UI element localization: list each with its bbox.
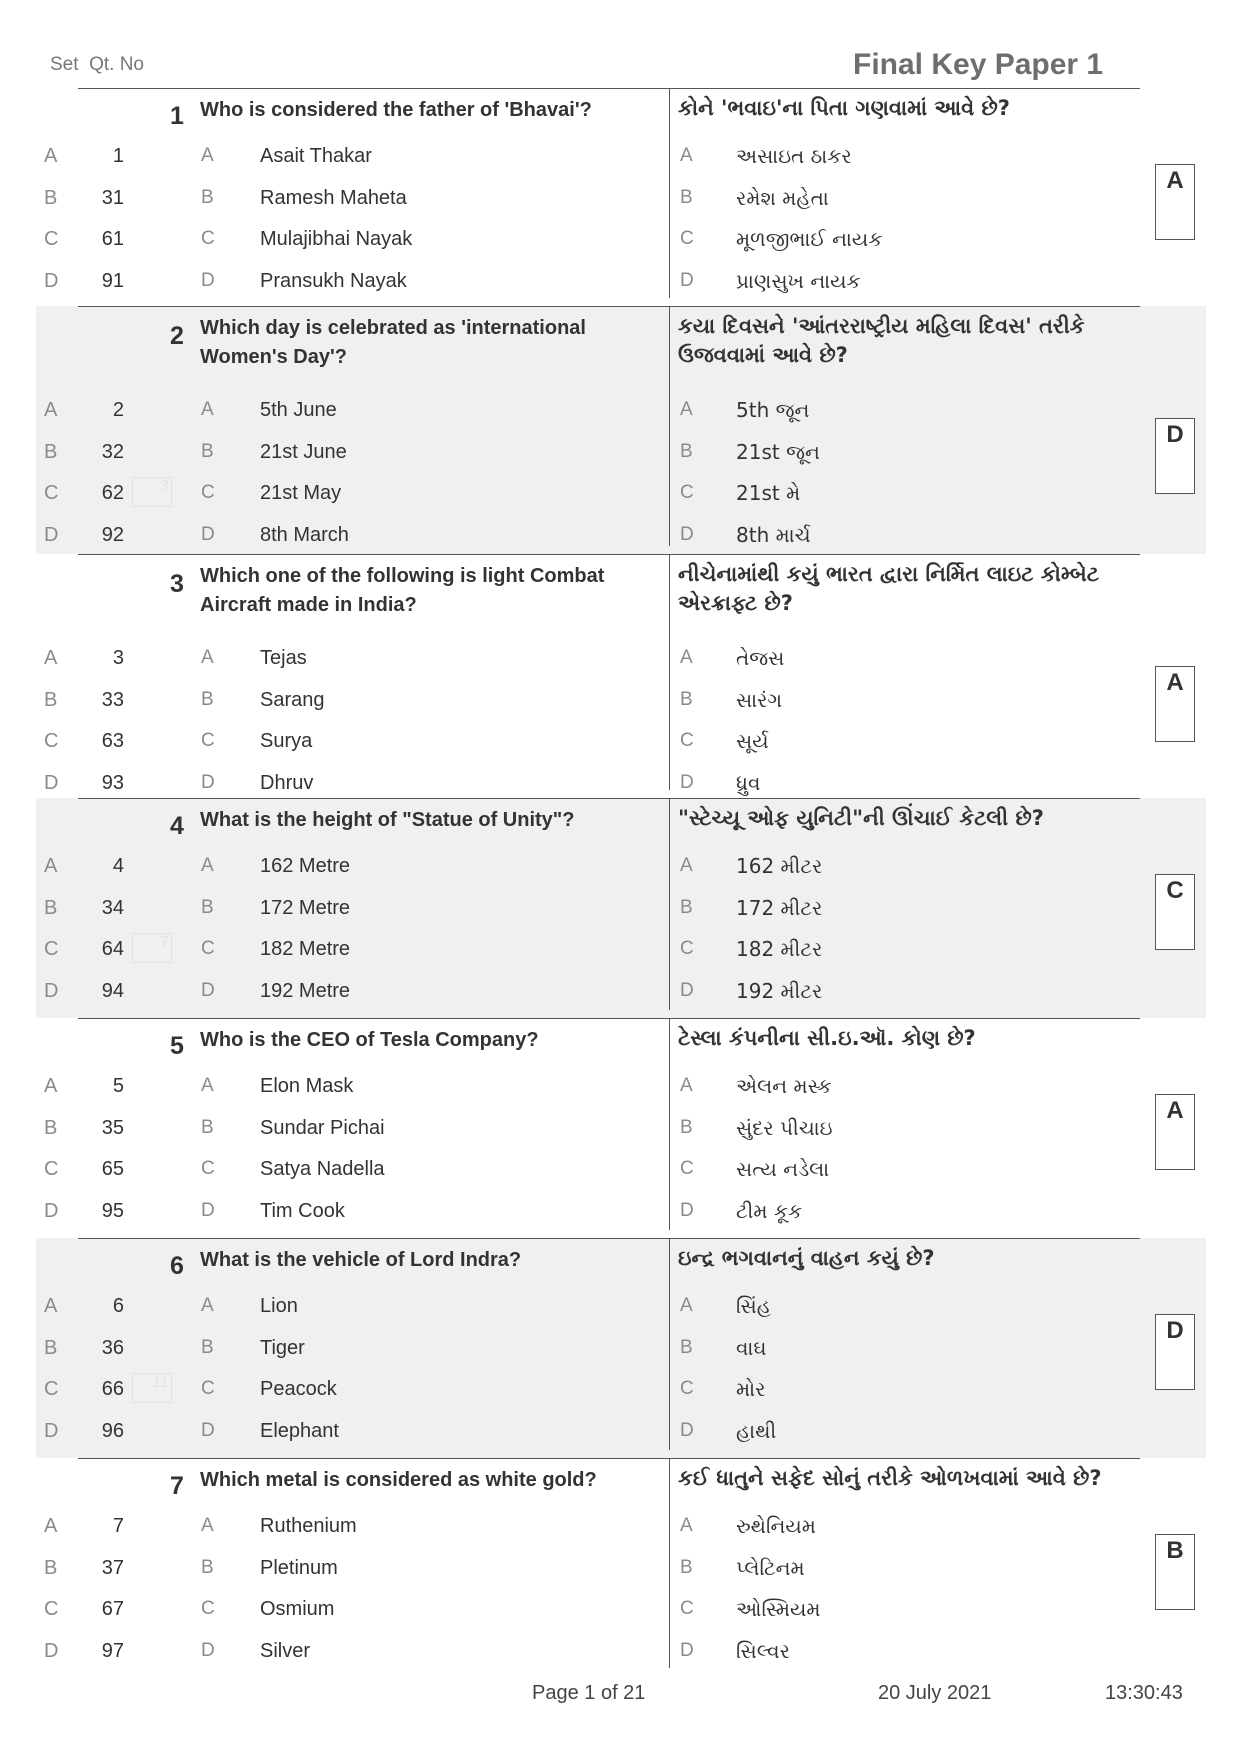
option-text-gujarati: 21st જૂન [736, 439, 820, 464]
option-text-gujarati: તેજસ [736, 646, 785, 670]
question-text-english: Who is the CEO of Tesla Company? [200, 1029, 539, 1051]
option-letter-gujarati: A [680, 647, 693, 668]
set-label: A [44, 1515, 58, 1537]
option-row [36, 763, 1206, 803]
option-text-english: Elephant [260, 1419, 339, 1442]
page-number: Page 1 of 21 [532, 1682, 646, 1704]
option-text-english: Ramesh Maheta [260, 186, 407, 209]
set-question-number: 94 [101, 979, 124, 1002]
option-row [36, 136, 1206, 176]
option-letter-english: B [201, 688, 214, 710]
option-letter-gujarati: D [680, 523, 694, 545]
question-rule [78, 1458, 1140, 1459]
option-row [36, 1149, 1206, 1189]
option-text-gujarati: રમેશ મહેતા [736, 185, 829, 210]
set-label: C [44, 1378, 59, 1400]
question-text-gujarati: ટેસ્લા કંપનીના સી.ઇ.ઑ. કોણ છે? [678, 1026, 976, 1050]
option-text-english: Lion [260, 1295, 298, 1317]
option-text-english: Ruthenium [260, 1515, 357, 1537]
option-letter-english: B [201, 896, 214, 918]
option-row [36, 888, 1206, 928]
option-text-gujarati: સારંગ [736, 687, 783, 712]
question-text-english: Who is considered the father of 'Bhavai'? [200, 99, 592, 121]
option-text-english: Tiger [260, 1336, 305, 1359]
set-column-label: Set [50, 54, 79, 75]
option-row [36, 261, 1206, 301]
option-text-gujarati: મોર [736, 1377, 766, 1401]
option-text-gujarati: 182 મીટર [736, 937, 823, 961]
question-text-english: Which one of the following is light Combat Aircraft made in India? [200, 565, 605, 616]
set-question-number: 91 [101, 269, 124, 292]
set-question-number: 67 [101, 1598, 124, 1620]
question-rule [78, 88, 1140, 89]
option-letter-gujarati: B [680, 1556, 693, 1578]
option-letter-english: D [201, 1639, 215, 1661]
question-text-gujarati: કોને 'ભવાઇ'ના પિતા ગણવામાં આવે છે? [678, 96, 1010, 120]
set-label: D [44, 1199, 59, 1222]
question-rule [78, 1238, 1140, 1239]
question-number: 2 [170, 322, 184, 350]
option-text-english: Sundar Pichai [260, 1116, 385, 1139]
option-letter-gujarati: B [680, 896, 693, 918]
option-letter-english: D [201, 771, 215, 793]
option-text-english: Surya [260, 730, 313, 752]
set-label: D [44, 1419, 59, 1442]
set-question-number: 5 [112, 1075, 124, 1097]
option-letter-english: B [201, 1556, 214, 1578]
set-label: D [44, 771, 59, 794]
option-letter-english: A [201, 647, 214, 668]
option-text-gujarati: પ્રાણસુખ નાયક [736, 268, 861, 293]
option-letter-gujarati: D [680, 1639, 694, 1661]
question-number: 6 [170, 1252, 184, 1280]
set-question-number: 61 [101, 228, 124, 250]
option-text-gujarati: ઓસ્મિયમ [736, 1597, 821, 1621]
question-block [36, 88, 1206, 306]
option-row [36, 515, 1206, 555]
option-letter-english: A [201, 399, 214, 420]
set-question-number: 62 [101, 482, 124, 504]
option-row [36, 929, 1206, 969]
option-row [36, 680, 1206, 720]
option-letter-english: B [201, 440, 214, 462]
set-question-number: 3 [112, 647, 124, 669]
option-letter-gujarati: C [680, 482, 694, 503]
set-question-number: 36 [101, 1336, 124, 1359]
question-number: 4 [170, 812, 184, 840]
set-label: D [44, 1639, 59, 1662]
set-label: C [44, 1598, 59, 1620]
option-text-english: Peacock [260, 1378, 337, 1400]
option-row [36, 1589, 1206, 1629]
set-question-number: 97 [101, 1639, 124, 1662]
option-letter-gujarati: B [680, 440, 693, 462]
option-letter-gujarati: A [680, 1295, 693, 1316]
option-text-gujarati: ધ્રુવ [736, 770, 761, 795]
column-header [50, 54, 144, 76]
option-text-gujarati: સત્ય નડેલા [736, 1157, 830, 1181]
set-question-number: 32 [101, 440, 124, 463]
option-letter-gujarati: B [680, 1116, 693, 1138]
set-question-number: 95 [101, 1199, 124, 1222]
option-letter-english: A [201, 1515, 214, 1536]
option-row [36, 1631, 1206, 1671]
option-letter-english: C [201, 730, 215, 751]
option-row [36, 1191, 1206, 1231]
set-label: C [44, 482, 59, 504]
option-letter-gujarati: D [680, 1199, 694, 1221]
option-text-gujarati: મૂળજીભાઈ નાયક [736, 227, 883, 251]
option-letter-english: C [201, 938, 215, 959]
answer-key-box: B [1155, 1534, 1195, 1610]
option-letter-english: C [201, 228, 215, 249]
question-text-gujarati: કયા દિવસને 'આંતરરાષ્ટ્રીય મહિલા દિવસ' તરીકે ઉજવવામાં આવે છે? [678, 314, 1085, 367]
answer-key-box: C [1155, 874, 1195, 950]
set-label: B [44, 1116, 58, 1139]
answer-key-box: D [1155, 1314, 1195, 1390]
option-text-english: 162 Metre [260, 855, 351, 877]
faint-question-marker: 7 [132, 933, 172, 963]
set-question-number: 2 [112, 399, 124, 421]
question-block [36, 1238, 1206, 1458]
question-block [36, 1458, 1206, 1676]
set-question-number: 64 [101, 938, 124, 960]
option-letter-gujarati: C [680, 1158, 694, 1179]
option-row [36, 219, 1206, 259]
set-question-number: 37 [101, 1556, 124, 1579]
option-row [36, 638, 1206, 678]
option-letter-gujarati: A [680, 855, 693, 876]
option-letter-gujarati: C [680, 1378, 694, 1399]
set-label: C [44, 730, 59, 752]
print-date: 20 July 2021 [878, 1682, 992, 1704]
set-question-number: 31 [101, 186, 124, 209]
option-letter-english: A [201, 1295, 214, 1316]
option-row [36, 178, 1206, 218]
question-block [36, 1018, 1206, 1238]
option-text-gujarati: 162 મીટર [736, 854, 823, 878]
question-number-column-label: Qt. No [89, 54, 144, 75]
set-label: D [44, 523, 59, 546]
faint-question-marker: 3 [132, 477, 172, 507]
option-letter-gujarati: A [680, 145, 693, 166]
set-label: A [44, 855, 58, 877]
page-title: Final Key Paper 1 [853, 48, 1104, 81]
set-question-number: 6 [112, 1295, 124, 1317]
option-letter-gujarati: B [680, 688, 693, 710]
option-text-gujarati: 8th માર્ચ [736, 522, 811, 547]
set-label: B [44, 440, 58, 463]
option-letter-gujarati: C [680, 730, 694, 751]
option-letter-gujarati: B [680, 1336, 693, 1358]
option-letter-gujarati: C [680, 1598, 694, 1619]
option-text-english: Dhruv [260, 771, 314, 794]
option-text-english: 172 Metre [260, 896, 351, 919]
set-label: A [44, 145, 58, 167]
question-rule [78, 554, 1140, 555]
option-row [36, 390, 1206, 430]
option-text-english: Pletinum [260, 1556, 338, 1579]
option-letter-english: D [201, 269, 215, 291]
option-letter-english: C [201, 1378, 215, 1399]
option-row [36, 721, 1206, 761]
option-text-english: Osmium [260, 1598, 335, 1620]
set-label: A [44, 1075, 58, 1097]
question-rule [78, 1018, 1140, 1019]
option-text-english: 192 Metre [260, 979, 351, 1002]
option-letter-english: D [201, 1199, 215, 1221]
set-question-number: 92 [101, 523, 124, 546]
faint-question-marker: 11 [132, 1373, 172, 1403]
option-text-english: Asait Thakar [260, 145, 372, 167]
print-time: 13:30:43 [1105, 1682, 1183, 1704]
option-letter-english: A [201, 1075, 214, 1096]
question-number: 5 [170, 1032, 184, 1060]
set-label: A [44, 399, 58, 421]
option-letter-english: C [201, 1158, 215, 1179]
answer-key-box: D [1155, 418, 1195, 494]
set-question-number: 63 [101, 730, 124, 752]
option-text-english: 21st May [260, 482, 342, 504]
option-row [36, 1369, 1206, 1409]
set-label: C [44, 1158, 59, 1180]
option-text-gujarati: સુંદર પીચાઇ [736, 1115, 833, 1140]
option-letter-gujarati: C [680, 938, 694, 959]
option-text-gujarati: ટીમ કૂક [736, 1198, 803, 1223]
option-row [36, 1328, 1206, 1368]
option-row [36, 971, 1206, 1011]
option-row [36, 1108, 1206, 1148]
option-text-english: Sarang [260, 688, 325, 711]
option-row [36, 432, 1206, 472]
question-block [36, 798, 1206, 1018]
option-letter-english: C [201, 482, 215, 503]
set-label: B [44, 186, 58, 209]
question-text-english: Which metal is considered as white gold? [200, 1469, 597, 1491]
answer-key-box: A [1155, 1094, 1195, 1170]
option-text-gujarati: 172 મીટર [736, 895, 823, 920]
set-question-number: 66 [101, 1378, 124, 1400]
question-text-gujarati: કઈ ધાતુને સફેદ સોનું તરીકે ઓળખવામાં આવે છે? [678, 1466, 1102, 1490]
option-text-gujarati: 192 મીટર [736, 978, 823, 1003]
option-letter-english: D [201, 1419, 215, 1441]
option-letter-english: D [201, 979, 215, 1001]
option-row [36, 1286, 1206, 1326]
set-label: A [44, 1295, 58, 1317]
set-question-number: 7 [112, 1515, 124, 1537]
option-letter-gujarati: D [680, 1419, 694, 1441]
option-text-english: Pransukh Nayak [260, 269, 407, 292]
question-number: 3 [170, 570, 184, 598]
option-letter-english: C [201, 1598, 215, 1619]
set-label: B [44, 896, 58, 919]
option-text-gujarati: સિંહ [736, 1294, 771, 1318]
set-label: A [44, 647, 58, 669]
option-text-english: 5th June [260, 399, 337, 421]
option-letter-english: D [201, 523, 215, 545]
question-text-english: Which day is celebrated as 'international Women's Day'? [200, 317, 586, 368]
question-block [36, 554, 1206, 798]
question-block [36, 306, 1206, 554]
option-text-english: 182 Metre [260, 938, 351, 960]
option-letter-gujarati: C [680, 228, 694, 249]
option-letter-gujarati: D [680, 771, 694, 793]
set-label: B [44, 1336, 58, 1359]
set-question-number: 4 [112, 855, 124, 877]
set-question-number: 34 [101, 896, 124, 919]
option-text-english: 8th March [260, 523, 349, 546]
question-rule [78, 306, 1140, 307]
option-text-gujarati: હાથી [736, 1418, 777, 1443]
question-text-gujarati: નીચેનામાંથી કયું ભારત દ્વારા નિર્મિત લાઇટ કોમ્બેટ એરક્રાફ્ટ છે? [678, 562, 1099, 615]
set-question-number: 93 [101, 771, 124, 794]
option-letter-english: B [201, 1336, 214, 1358]
option-text-gujarati: સૂર્ય [736, 729, 769, 753]
option-text-english: Tim Cook [260, 1199, 345, 1222]
option-letter-gujarati: A [680, 1075, 693, 1096]
option-letter-english: A [201, 145, 214, 166]
option-text-gujarati: પ્લેટિનમ [736, 1555, 805, 1580]
set-question-number: 33 [101, 688, 124, 711]
set-label: D [44, 979, 59, 1002]
option-text-gujarati: રુથેનિયમ [736, 1514, 816, 1538]
option-text-gujarati: 5th જૂન [736, 398, 810, 422]
question-text-gujarati: "સ્ટેચ્યૂ ઓફ યુનિટી"ની ઊંચાઈ કેટલી છે? [678, 806, 1044, 830]
set-question-number: 1 [112, 145, 124, 167]
question-text-english: What is the vehicle of Lord Indra? [200, 1249, 522, 1271]
option-text-english: 21st June [260, 440, 347, 463]
option-letter-gujarati: B [680, 186, 693, 208]
option-letter-english: B [201, 1116, 214, 1138]
set-label: B [44, 1556, 58, 1579]
question-number: 1 [170, 102, 184, 130]
set-label: C [44, 938, 59, 960]
question-text-english: What is the height of "Statue of Unity"? [200, 809, 575, 831]
answer-key-box: A [1155, 666, 1195, 742]
option-row [36, 1411, 1206, 1451]
set-question-number: 35 [101, 1116, 124, 1139]
option-text-english: Tejas [260, 647, 307, 669]
question-rule [78, 798, 1140, 799]
option-row [36, 846, 1206, 886]
option-text-english: Satya Nadella [260, 1158, 385, 1180]
answer-key-box: A [1155, 164, 1195, 240]
option-row [36, 1506, 1206, 1546]
option-text-gujarati: સિલ્વર [736, 1638, 790, 1663]
set-question-number: 96 [101, 1419, 124, 1442]
option-text-gujarati: એલન મસ્ક [736, 1074, 832, 1098]
option-letter-gujarati: A [680, 1515, 693, 1536]
option-text-english: Mulajibhai Nayak [260, 228, 413, 250]
set-label: C [44, 228, 59, 250]
question-text-gujarati: ઇન્દ્ર ભગવાનનું વાહન કયું છે? [678, 1246, 935, 1270]
option-letter-english: A [201, 855, 214, 876]
set-label: B [44, 688, 58, 711]
option-text-gujarati: વાઘ [736, 1335, 767, 1360]
question-number: 7 [170, 1472, 184, 1500]
option-row [36, 1066, 1206, 1106]
option-text-english: Elon Mask [260, 1075, 354, 1097]
set-question-number: 65 [101, 1158, 124, 1180]
option-letter-gujarati: D [680, 269, 694, 291]
option-text-gujarati: 21st મે [736, 481, 801, 505]
option-text-gujarati: અસાઇત ઠાકર [736, 144, 852, 168]
option-row [36, 473, 1206, 513]
option-row [36, 1548, 1206, 1588]
option-text-english: Silver [260, 1639, 311, 1662]
option-letter-gujarati: A [680, 399, 693, 420]
set-label: D [44, 269, 59, 292]
option-letter-gujarati: D [680, 979, 694, 1001]
option-letter-english: B [201, 186, 214, 208]
